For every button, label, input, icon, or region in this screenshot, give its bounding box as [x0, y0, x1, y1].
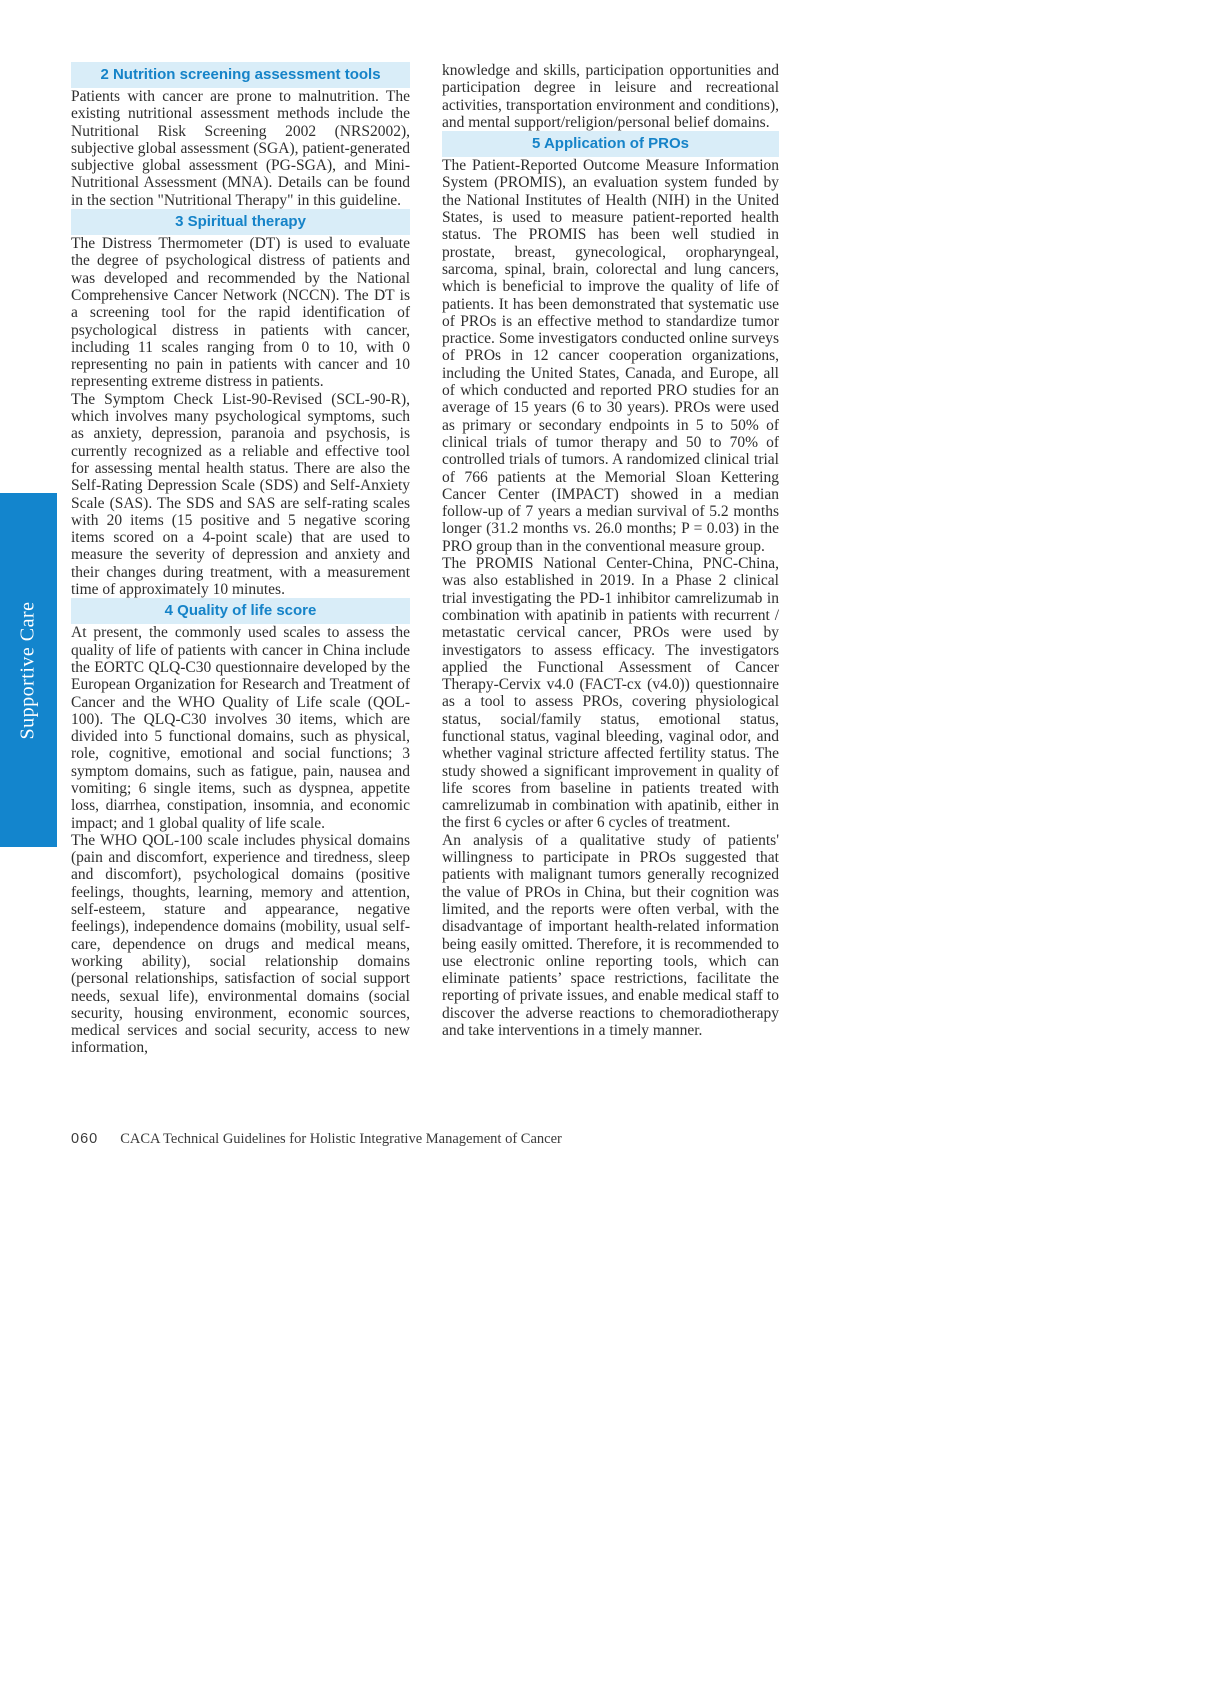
chapter-tab	[0, 493, 57, 847]
section-header-application-of-pros: 5 Application of PROs	[442, 131, 779, 157]
paragraph-promis: The Patient-Reported Outcome Measure Information System (PROMIS), an evaluation system funded by the National Institutes of Health (NIH) in the United States, is used to measure patient-reported health status. The PROMIS has been well studied in prostate, breast, gynecological, oropharyngeal, sarcoma, spinal, brain, colorectal and lung cancers, which is beneficial to improve the quality of life of patients. It has been demonstrated that systematic use of PROs is an effective method to standardize tumor practice. Some investigators conducted online surveys of PROs in 12 cancer cooperation organizations, including the United States, Canada, and Europe, all of which conducted and reported PRO studies for an average of 15 years (6 to 30 years). PROs were used as primary or secondary endpoints in 5 to 50% of clinical trials of tumor therapy and 50 to 70% of controlled trials of tumors. A randomized clinical trial of 766 patients at the Memorial Sloan Kettering Cancer Center (IMPACT) showed in a median follow-up of 7 years a median survival of 5.2 months longer (31.2 months vs. 26.0 months; P = 0.03) in the PRO group than in the conventional measure group.	[442, 157, 779, 555]
right-column	[442, 62, 779, 1039]
paragraph-distress-thermometer: The Distress Thermometer (DT) is used to evaluate the degree of psychological distress of patients and was developed and recommended by the National Comprehensive Cancer Network (NCCN). The DT is a screening tool for the rapid identification of psychological distress in patients with cancer, including 11 scales ranging from 0 to 10, with 0 representing no pain in patients with cancer and 10 representing extreme distress in patients.	[71, 235, 410, 391]
left-column	[71, 62, 410, 1057]
chapter-tab-label: Supportive Care	[17, 600, 39, 740]
paragraph-nutrition-screening: Patients with cancer are prone to malnutrition. The existing nutritional assessment methods include the Nutritional Risk Screening 2002 (NRS2002), subjective global assessment (SGA), patient-generated subjective global assessment (PG-SGA), and Mini-Nutritional Assessment (MNA). Details can be found in the section "Nutritional Therapy" in this guideline.	[71, 88, 410, 209]
footer-title: CACA Technical Guidelines for Holistic Integrative Management of Cancer	[120, 1131, 562, 1147]
paragraph-eortc-qlq: At present, the commonly used scales to assess the quality of life of patients with cancer in China include the EORTC QLQ-C30 questionnaire developed by the European Organization for Research and Treatment of Cancer and the WHO Quality of Life scale (QOL-100). The QLQ-C30 involves 30 items, which are divided into 5 functional domains, such as physical, role, cognitive, emotional and social functions; 3 symptom domains, such as fatigue, pain, nausea and vomiting; 6 single items, such as dyspnea, appetite loss, diarrhea, constipation, insomnia, and economic impact; and 1 global quality of life scale.	[71, 624, 410, 832]
section-header-nutrition-screening: 2 Nutrition screening assessment tools	[71, 62, 410, 88]
paragraph-who-qol100: The WHO QOL-100 scale includes physical domains (pain and discomfort, experience and tiredness, sleep and discomfort), psychological domains (positive feelings, thoughts, learning, memory and attention, self-esteem, stature and appearance, negative feelings), independence domains (mobility, usual self-care, dependence on drugs and medical means, working ability), social relationship domains (personal relationships, satisfaction of social support needs, sexual life), environmental domains (social security, housing environment, economic sources, medical services and social security, access to new information,	[71, 831, 410, 1057]
section-header-spiritual-therapy: 3 Spiritual therapy	[71, 209, 410, 235]
paragraph-qol-domains-continued: knowledge and skills, participation opportunities and participation degree in leisure and recreational activities, transportation environment and conditions), and mental support/religion/personal belief domains.	[442, 62, 779, 131]
paragraph-qualitative-study: An analysis of a qualitative study of patients' willingness to participate in PROs suggested that patients with malignant tumors generally recognized the value of PROs in China, but their cognition was limited, and the reports were often verbal, with the disadvantage of important health-related information being easily omitted. Therefore, it is recommended to use electronic online reporting tools, which can eliminate patients’ space restrictions, facilitate the reporting of private issues, and enable medical staff to discover the adverse reactions to chemoradiotherapy and take interventions in a timely manner.	[442, 831, 779, 1040]
paragraph-pnc-china: The PROMIS National Center-China, PNC-China, was also established in 2019. In a Phase 2 clinical trial investigating the PD-1 inhibitor camrelizumab in combination with apatinib in patients with recurrent / metastatic cervical cancer, PROs were used by investigators to assess efficacy. The investigators applied the Functional Assessment of Cancer Therapy-Cervix v4.0 (FACT-cx (v4.0)) questionnaire as a tool to assess PROs, covering physiological status, social/family status, emotional status, functional status, vaginal bleeding, vaginal odor, and whether vaginal stricture affected fertility status. The study showed a significant improvement in quality of life scores from baseline in patients treated with camrelizumab in combination with apatinib, either in the first 6 cycles or after 6 cycles of treatment.	[442, 555, 779, 832]
section-header-quality-of-life: 4 Quality of life score	[71, 598, 410, 624]
page-footer	[71, 1131, 562, 1148]
paragraph-scl90r-sds-sas: The Symptom Check List-90-Revised (SCL-90-R), which involves many psychological symptoms, such as anxiety, depression, paranoia and psychosis, is currently recognized as a reliable and effective tool for assessing mental health status. There are also the Self-Rating Depression Scale (SDS) and Self-Anxiety Scale (SAS). The SDS and SAS are self-rating scales with 20 items (15 positive and 5 negative scoring items scored on a 4-point scale) that are used to measure the severity of depression and anxiety and their changes during treatment, with a measurement time of approximately 10 minutes.	[71, 390, 410, 599]
page-number: 060	[71, 1131, 99, 1147]
